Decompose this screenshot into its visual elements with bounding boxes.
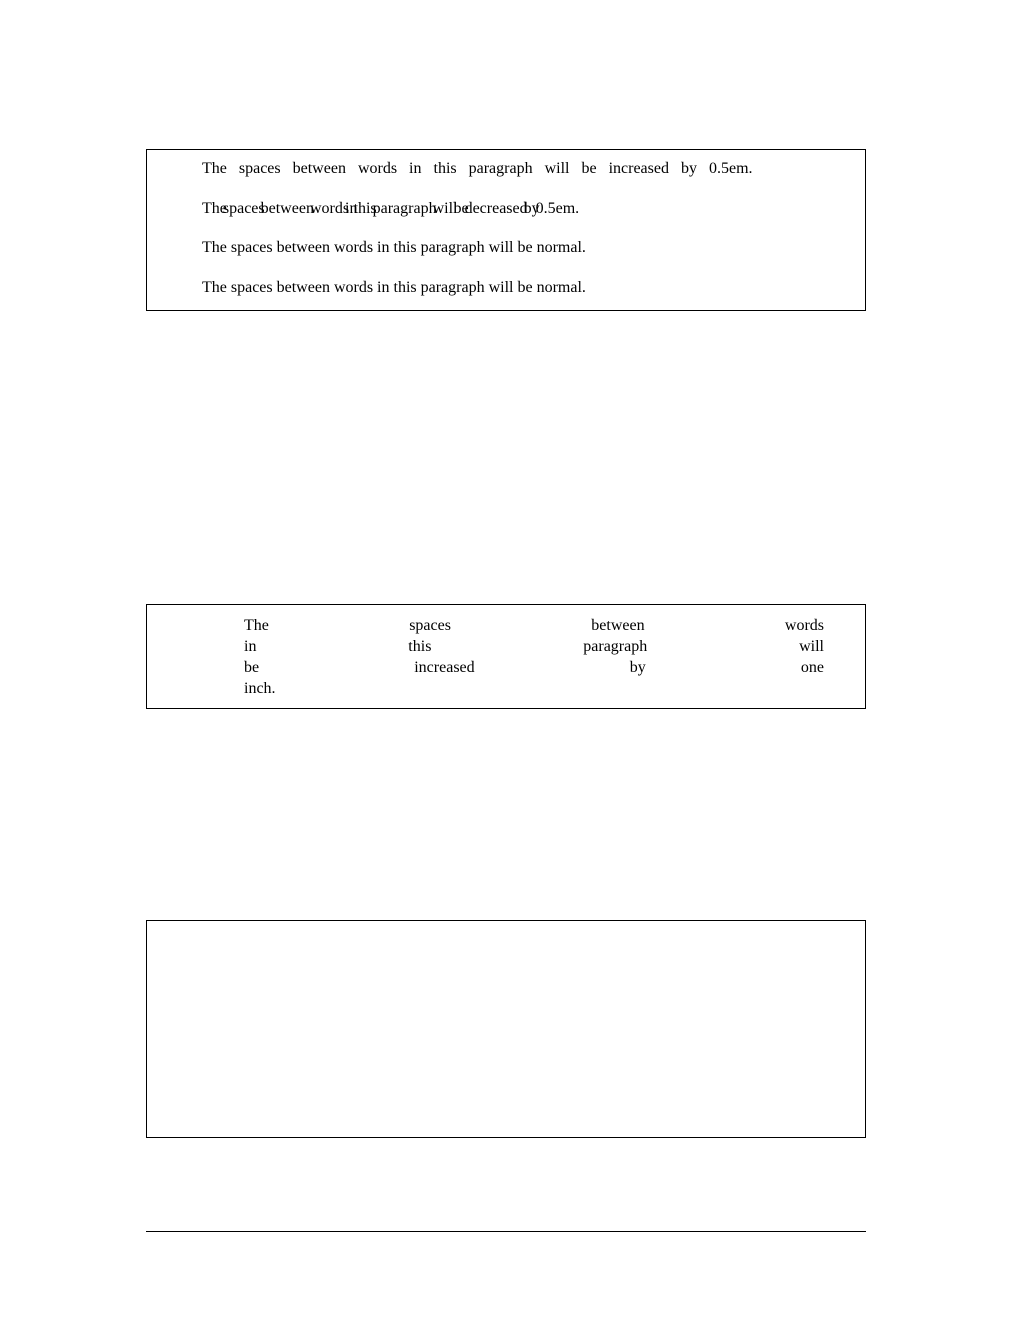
inch-spacing-box (146, 604, 866, 709)
word: inch. (244, 680, 276, 697)
word: will (799, 638, 824, 655)
word-spacing-box (146, 149, 866, 311)
text-line (244, 678, 824, 699)
word: by (629, 659, 646, 676)
word: increased (414, 659, 475, 676)
word: be (244, 659, 260, 676)
word: spaces (409, 617, 451, 634)
empty-box (146, 920, 866, 1138)
paragraph-decreased-spacing: The spaces between words in this paragraph will be decreased by 0.5em. (202, 200, 580, 217)
word: this (408, 638, 432, 655)
text-line (244, 657, 824, 678)
footer-divider (146, 1231, 866, 1232)
word: in (244, 638, 257, 655)
paragraph-inch-spacing (244, 615, 824, 699)
word: one (800, 659, 824, 676)
word: paragraph (583, 638, 648, 655)
word: between (591, 617, 645, 634)
paragraph-increased-spacing: The spaces between words in this paragraph will be increased by 0.5em. (202, 160, 753, 177)
word: words (784, 617, 824, 634)
text-line (244, 615, 824, 636)
text-line (244, 636, 824, 657)
paragraph-normal-spacing: The spaces between words in this paragraph will be normal. (202, 239, 586, 256)
word: The (244, 617, 269, 634)
paragraph-normal-spacing-repeat: The spaces between words in this paragraph will be normal. (202, 279, 586, 296)
